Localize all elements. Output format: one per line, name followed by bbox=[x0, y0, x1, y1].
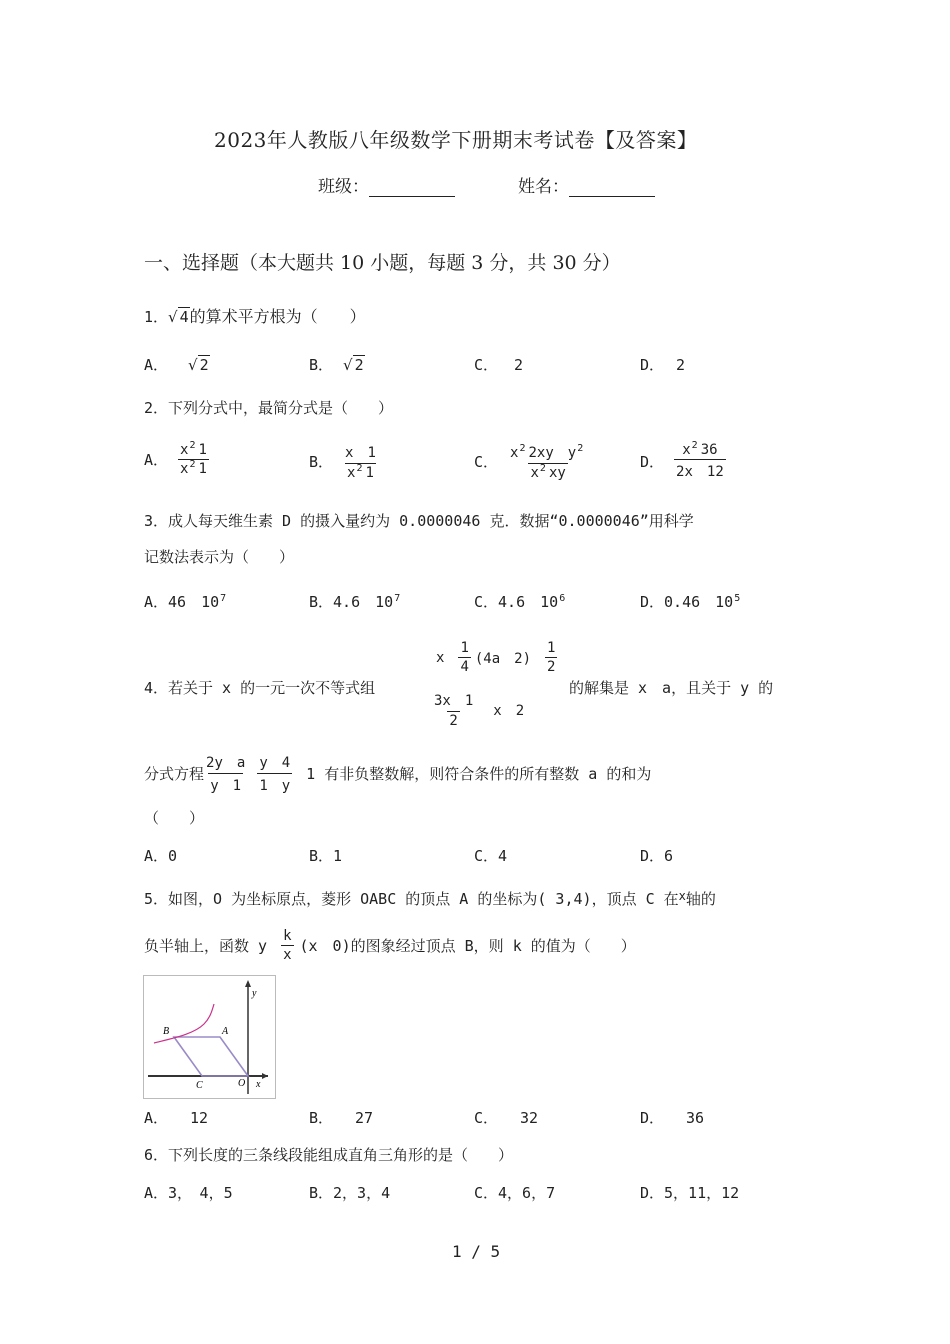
num2: 1 bbox=[198, 442, 207, 458]
exponent: 7 bbox=[220, 593, 227, 604]
den: 2 bbox=[449, 713, 458, 729]
q5-coord: ( 3,4) bbox=[537, 890, 592, 908]
option-value: 36 bbox=[686, 1109, 705, 1127]
q5-x: x bbox=[678, 889, 686, 903]
option-label: A．46 10 bbox=[144, 593, 220, 611]
label-y: y bbox=[252, 988, 257, 999]
x-arrow-icon bbox=[262, 1073, 268, 1079]
option-value: 2 bbox=[199, 356, 209, 374]
option-label: D． bbox=[640, 1109, 665, 1127]
q6-option-d[interactable]: D．5，11，12 bbox=[640, 1184, 740, 1202]
eq-tail: 1 有非负整数解，则符合条件的所有整数 a 的和为 bbox=[306, 765, 652, 783]
option-label: C． bbox=[474, 453, 499, 471]
question-5-line2 bbox=[144, 928, 636, 963]
num2: 2xy y bbox=[528, 445, 577, 461]
q4-option-a[interactable]: A．0 bbox=[144, 847, 178, 865]
q1-option-c[interactable] bbox=[474, 354, 523, 375]
q5-text-a: 5．如图，O 为坐标原点，菱形 OABC 的顶点 A 的坐标为 bbox=[144, 890, 538, 908]
den: x bbox=[283, 947, 292, 963]
exponent: 5 bbox=[734, 593, 741, 604]
question-2: 2．下列分式中，最简分式是（ ） bbox=[144, 399, 394, 417]
sqrt-icon: √ 2 bbox=[188, 356, 209, 374]
q5-option-d[interactable] bbox=[640, 1107, 704, 1128]
q1-option-d[interactable] bbox=[640, 354, 685, 375]
q4-option-c[interactable]: C．4 bbox=[474, 847, 508, 865]
q6-option-b[interactable]: B．2，3，4 bbox=[309, 1184, 391, 1202]
num: k bbox=[283, 928, 292, 944]
option-label: B． bbox=[309, 1109, 334, 1127]
q1-text: 的算术平方根为（ ） bbox=[189, 307, 366, 326]
fraction-eq-1 bbox=[204, 752, 247, 795]
q3-option-a[interactable] bbox=[144, 591, 229, 612]
option-label: A． bbox=[144, 451, 169, 469]
q1-number: 1． bbox=[144, 308, 169, 326]
num: 3x 1 bbox=[434, 693, 474, 709]
label-x: x bbox=[256, 1079, 261, 1090]
q1-option-b[interactable] bbox=[309, 354, 365, 375]
den: 1 y bbox=[257, 773, 292, 795]
sqrt-4: √ 4 bbox=[168, 308, 189, 326]
fraction bbox=[343, 442, 378, 481]
answer-blank: （ ） bbox=[144, 809, 205, 827]
fraction-1-2 bbox=[545, 640, 557, 675]
q2-option-c[interactable] bbox=[474, 442, 588, 481]
option-value: 2 bbox=[676, 356, 686, 374]
fraction bbox=[508, 442, 588, 481]
question-4-lead: 4．若关于 x 的一元一次不等式组 bbox=[144, 679, 376, 697]
q5-text-d: 负半轴上，函数 y bbox=[144, 937, 268, 955]
class-field[interactable] bbox=[318, 172, 455, 197]
q6-option-a[interactable]: A．3， 4，5 bbox=[144, 1184, 233, 1202]
den: x bbox=[530, 465, 539, 481]
den: x bbox=[347, 465, 356, 481]
q4-option-d[interactable]: D．6 bbox=[640, 847, 674, 865]
name-field[interactable] bbox=[518, 172, 655, 197]
fraction-k-x bbox=[281, 928, 293, 963]
q2-option-a[interactable] bbox=[144, 442, 209, 477]
fraction-1-4 bbox=[458, 640, 470, 675]
exponent: 2 bbox=[577, 443, 584, 454]
question-3-line1: 3．成人每天维生素 D 的摄入量约为 0.0000046 克．数据“0.0000046”用科学 bbox=[144, 512, 694, 530]
question-6: 6．下列长度的三条线段能组成直角三角形的是（ ） bbox=[144, 1146, 514, 1164]
den: y 1 bbox=[208, 773, 243, 795]
den: 2x 12 bbox=[674, 459, 726, 481]
label-b: B bbox=[163, 1026, 170, 1037]
question-3-line2: 记数法表示为（ ） bbox=[144, 548, 295, 566]
num: x bbox=[510, 445, 519, 461]
num: 1 bbox=[547, 640, 556, 656]
num: x 1 bbox=[345, 445, 376, 461]
den: 4 bbox=[460, 659, 469, 675]
fraction-3x bbox=[432, 690, 475, 729]
num2: 36 bbox=[700, 442, 718, 458]
paren-expr: (4a 2) bbox=[474, 650, 532, 667]
option-label: B． bbox=[309, 356, 334, 374]
fraction bbox=[674, 442, 726, 481]
question-4-equation bbox=[144, 752, 651, 795]
den: x bbox=[180, 461, 189, 477]
option-label: A． bbox=[144, 1109, 169, 1127]
label-a: A bbox=[222, 1026, 229, 1037]
rhombus-oabc bbox=[174, 1037, 248, 1076]
option-label: B．4.6 10 bbox=[309, 593, 394, 611]
q3-option-c[interactable] bbox=[474, 591, 568, 612]
y-arrow-icon bbox=[245, 980, 251, 987]
class-blank[interactable] bbox=[369, 178, 455, 197]
option-label: C． bbox=[474, 1109, 499, 1127]
eq-lead: 分式方程 bbox=[144, 765, 205, 783]
option-value: 2 bbox=[354, 356, 364, 374]
q1-option-a[interactable] bbox=[144, 354, 210, 375]
num: x bbox=[180, 442, 189, 458]
q5-text-e: (x 0)的图象经过顶点 B，则 k 的值为（ ） bbox=[299, 937, 636, 955]
sqrt-icon: √ 2 bbox=[343, 356, 364, 374]
q6-option-c[interactable]: C．4，6，7 bbox=[474, 1184, 556, 1202]
option-label: C．4.6 10 bbox=[474, 593, 559, 611]
q3-option-b[interactable] bbox=[309, 591, 403, 612]
option-label: D．0.46 10 bbox=[640, 593, 734, 611]
option-label: D． bbox=[640, 356, 665, 374]
option-value: 27 bbox=[355, 1109, 374, 1127]
den2: 1 bbox=[365, 465, 374, 481]
exponent: 7 bbox=[394, 593, 401, 604]
exponent: 2 bbox=[691, 440, 698, 451]
q3-option-d[interactable] bbox=[640, 591, 743, 612]
option-label: B． bbox=[309, 453, 334, 471]
q5-option-a[interactable] bbox=[144, 1107, 208, 1128]
q5-text-b: ，顶点 C 在 bbox=[591, 890, 679, 908]
name-label: 姓名： bbox=[518, 177, 569, 197]
option-label: A． bbox=[144, 356, 169, 374]
exponent: 2 bbox=[189, 440, 196, 451]
question-5-line1 bbox=[144, 888, 716, 909]
var-x: x bbox=[436, 649, 445, 666]
option-value: 2 bbox=[514, 356, 524, 374]
inequality-row-1 bbox=[436, 640, 557, 675]
exponent: 2 bbox=[539, 463, 546, 474]
q2-option-d[interactable] bbox=[640, 442, 726, 481]
q5-option-b[interactable] bbox=[309, 1107, 373, 1128]
fraction bbox=[178, 442, 209, 477]
question-1 bbox=[144, 304, 366, 327]
den: 2 bbox=[547, 659, 556, 675]
num: x bbox=[682, 442, 691, 458]
den2: 1 bbox=[198, 461, 207, 477]
x-minus-2: x 2 bbox=[493, 702, 525, 719]
exponent: 2 bbox=[189, 459, 196, 470]
q5-text-c: 轴的 bbox=[685, 890, 716, 908]
name-blank[interactable] bbox=[569, 178, 655, 197]
rhombus-graph bbox=[144, 976, 275, 1098]
q4-option-b[interactable]: B．1 bbox=[309, 847, 343, 865]
option-label: C． bbox=[474, 356, 499, 374]
inequality-row-2 bbox=[432, 690, 524, 729]
page-number: 1 / 5 bbox=[452, 1242, 501, 1261]
rhombus-figure bbox=[143, 975, 276, 1099]
den2: xy bbox=[548, 465, 566, 481]
num: 1 bbox=[460, 640, 469, 656]
exponent: 6 bbox=[559, 593, 566, 604]
label-o: O bbox=[238, 1078, 246, 1089]
fraction-eq-2 bbox=[257, 752, 292, 795]
class-label: 班级： bbox=[318, 177, 369, 197]
num: 2y a bbox=[206, 755, 246, 771]
label-c: C bbox=[196, 1080, 203, 1091]
option-value: 12 bbox=[190, 1109, 209, 1127]
question-4-tail: 的解集是 x a，且关于 y 的 bbox=[569, 679, 774, 697]
q2-option-b[interactable] bbox=[309, 442, 378, 481]
exponent: 2 bbox=[519, 443, 526, 454]
option-label: D． bbox=[640, 453, 665, 471]
page-title: 2023年人教版八年级数学下册期末考试卷【及答案】 bbox=[214, 128, 698, 152]
section-heading: 一、选择题（本大题共 10 小题，每题 3 分，共 30 分） bbox=[144, 252, 621, 274]
option-value: 32 bbox=[520, 1109, 539, 1127]
num: y 4 bbox=[259, 755, 291, 771]
exponent: 2 bbox=[356, 463, 363, 474]
q1-radicand: 4 bbox=[179, 308, 189, 326]
q5-option-c[interactable] bbox=[474, 1107, 538, 1128]
